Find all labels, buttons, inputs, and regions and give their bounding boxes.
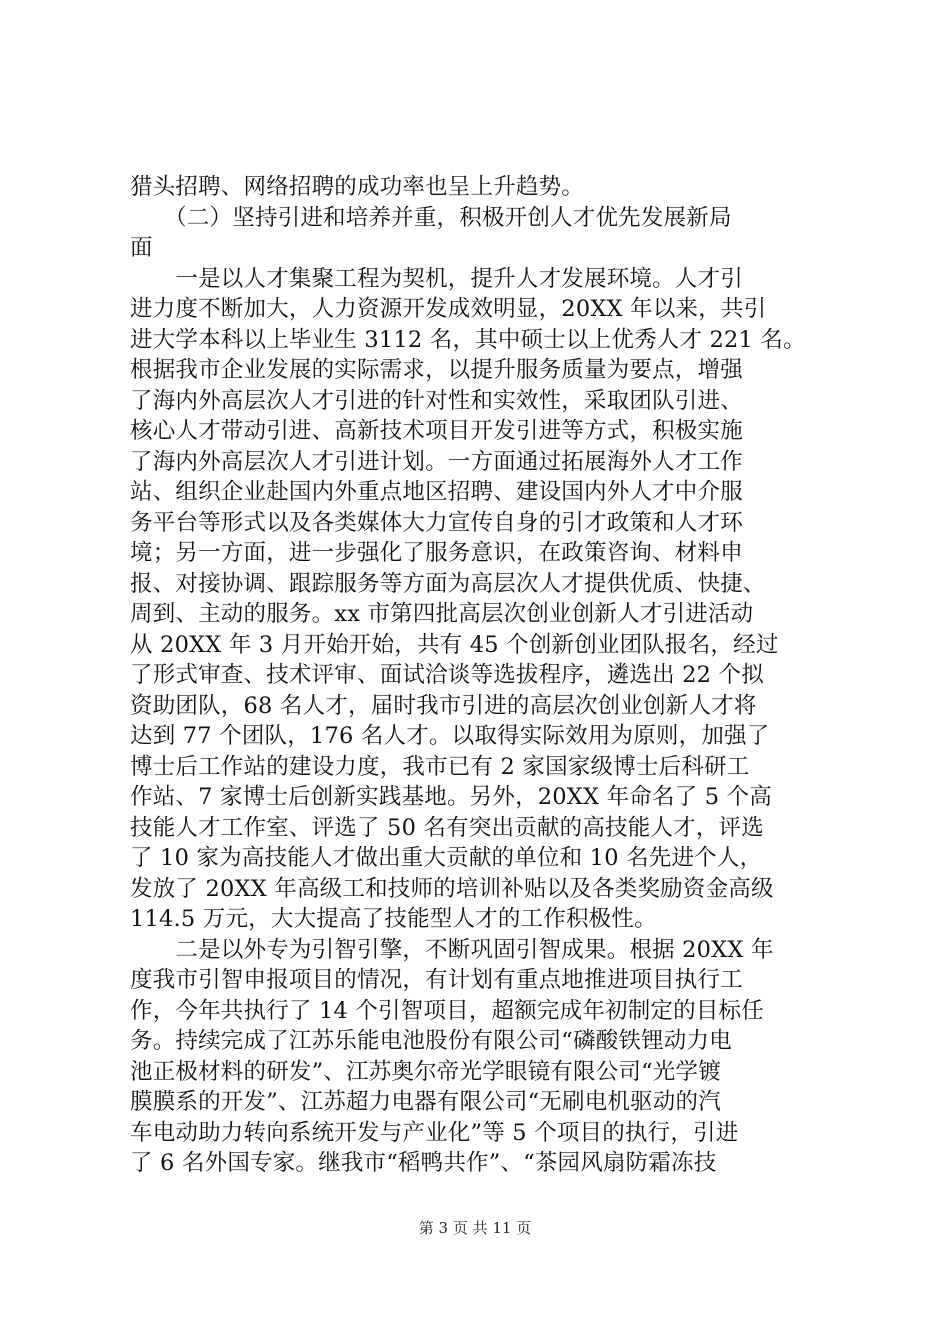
page-number-label: 第 3 页 共 11 页 (418, 1219, 532, 1237)
text-line: 站、组织企业赴国内外重点地区招聘、建设国内外人才中介服 (130, 479, 743, 505)
text-line: 一是以人才集聚工程为契机，提升人才发展环境。人才引 (130, 265, 743, 292)
text-line: （二）坚持引进和培养并重，积极开创人才优先发展新局 (130, 204, 732, 231)
text-line: 达到 77 个团队，176 名人才。以取得实际效用为原则，加强了 (130, 723, 770, 749)
text-line: 博士后工作站的建设力度，我市已有 2 家国家级博士后科研工 (130, 753, 750, 780)
text-line: 从 20XX 年 3 月开始开始，共有 45 个创新创业团队报名，经过 (130, 631, 779, 658)
text-line: 务平台等形式以及各类媒体大力宣传自身的引才政策和人才环 (130, 509, 743, 536)
text-line: 技能人才工作室、评选了 50 名有突出贡献的高技能人才，评选 (130, 814, 764, 841)
page-footer (0, 1217, 950, 1238)
text-line: 了形式审查、技术评审、面试洽谈等选拔程序，遴选出 22 个拟 (130, 662, 764, 688)
text-line: 周到、主动的服务。xx 市第四批高层次创业创新人才引进活动 (130, 601, 754, 627)
text-line: 作，今年共执行了 14 个引智项目，超额完成年初制定的目标任 (130, 997, 764, 1024)
text-line: 根据我市企业发展的实际需求，以提升服务质量为要点，增强 (130, 357, 743, 383)
document-body (130, 172, 832, 1179)
text-line: 114.5 万元，大大提高了技能型人才的工作积极性。 (130, 906, 657, 932)
text-line: 猎头招聘、网络招聘的成功率也呈上升趋势。 (130, 174, 585, 200)
text-line: 度我市引智申报项目的情况，有计划有重点地推进项目执行工 (130, 967, 743, 993)
text-line: 发放了 20XX 年高级工和技师的培训补贴以及各类奖励资金高级 (130, 875, 774, 902)
text-line: 面 (130, 235, 153, 261)
text-line: 膜膜系的开发”、江苏超力电器有限公司“无刷电机驱动的汽 (130, 1089, 721, 1115)
text-line: 进力度不断加大，人力资源开发成效明显，20XX 年以来，共引 (130, 296, 767, 322)
text-line: 境；另一方面，进一步强化了服务意识，在政策咨询、材料申 (130, 540, 743, 566)
text-line: 核心人才带动引进、高新技术项目开发引进等方式，积极实施 (130, 418, 743, 444)
text-line: 报、对接协调、跟踪服务等方面为高层次人才提供优质、快捷、 (130, 570, 766, 597)
text-line: 进大学本科以上毕业生 3112 名，其中硕士以上优秀人才 221 名。 (130, 326, 806, 353)
text-line: 了海内外高层次人才引进的针对性和实效性，采取团队引进、 (130, 387, 743, 414)
text-line: 车电动助力转向系统开发与产业化”等 5 个项目的执行，引进 (130, 1119, 739, 1146)
text-line: 了 6 名外国专家。继我市“稻鸭共作”、“茶园风扇防霜冻技 (130, 1150, 717, 1176)
text-line: 务。持续完成了江苏乐能电池股份有限公司“磷酸铁锂动力电 (130, 1028, 732, 1054)
text-line: 了海内外高层次人才引进计划。一方面通过拓展海外人才工作 (130, 448, 743, 475)
text-line: 二是以外专为引智引擎，不断巩固引智成果。根据 20XX 年 (130, 936, 774, 963)
text-line: 了 10 家为高技能人才做出重大贡献的单位和 10 名先进个人， (130, 845, 763, 871)
text-line: 池正极材料的研发”、江苏奥尔帝光学眼镜有限公司“光学镀 (130, 1058, 721, 1085)
text-line: 作站、7 家博士后创新实践基地。另外，20XX 年命名了 5 个高 (130, 784, 773, 810)
text-line: 资助团队，68 名人才，届时我市引进的高层次创业创新人才将 (130, 692, 757, 719)
